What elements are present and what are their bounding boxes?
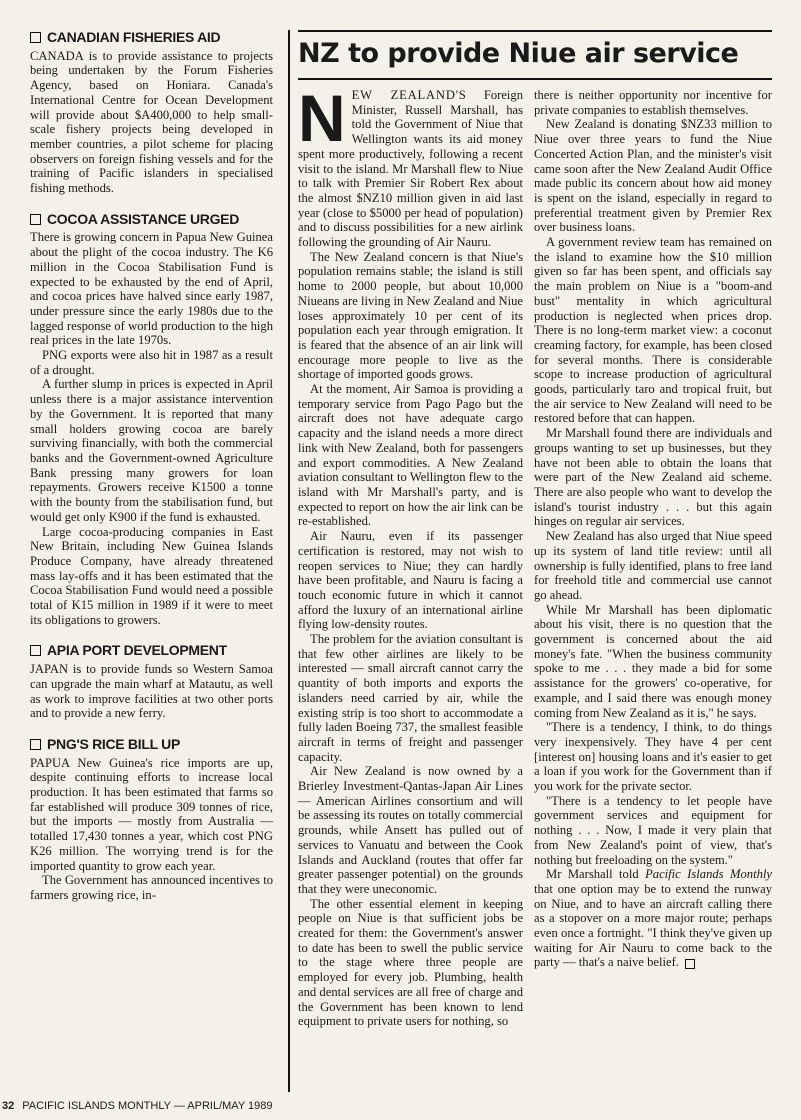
brief-heading: PNG'S RICE BILL UP: [47, 735, 181, 752]
checkbox-icon: [30, 214, 41, 225]
checkbox-icon: [30, 32, 41, 43]
article-paragraph: "There is a tendency, I think, to do things very inexpensively. They have 4 per cent [interest on] housing loans and it's easier to get a loan if you work for the Government than if you work for the private sector.: [534, 720, 772, 794]
article-paragraph: Air Nauru, even if its passenger certification is restored, may not wish to reopen services to Niue; they can hardly have been profitable, and Nauru is facing a touch economic future in which it cannot afford the luxury of an international airline flying low-density routes.: [298, 529, 523, 632]
checkbox-icon: [30, 739, 41, 750]
article-headline: NZ to provide Niue air service: [298, 38, 739, 69]
news-briefs-column: [30, 30, 273, 919]
article-paragraph: "There is a tendency to let people have government services and equipment for nothing . . . Now, I made it very plain that from New Zealand's point of view, that's nothing but freeloading on the system.": [534, 793, 772, 867]
column-divider: [288, 30, 290, 1092]
brief-png-rice: [30, 737, 273, 903]
brief-canadian-fisheries: [30, 30, 273, 196]
brief-paragraph: A further slump in prices is expected in April unless there is a major assistance intervention by the Government. It is reported that many small holders growing cocoa are barely surviving financially, with both the commercial banks and the Government-owned Agriculture Bank pressing many growers for loan repayments. Growers receive K1500 a tonne with the bounty from the stabilisation fund, but would get only K900 if the fund is exhausted.: [30, 377, 273, 524]
brief-paragraph: There is growing concern in Papua New Guinea about the plight of the cocoa industry. The K6 million in the Cocoa Stabilisation Fund is expected to be exhausted by the end of April, and cocoa prices have halved since early 1987, under pressure since the early 1980s due to the lagged response of world production to the high real prices in the late 1970s.: [30, 230, 273, 348]
brief-paragraph: PAPUA New Guinea's rice imports are up, despite continuing efforts to increase local production. It has been estimated that farms so far established will produce 309 tonnes of rice, but the imports — mostly from Australia — totalled 17,430 tonnes a year, which cost PNG K26 million. The worrying trend is for the imported quantity to grow each year.: [30, 755, 273, 873]
article-column-1: [298, 81, 523, 1029]
drop-cap: N: [298, 81, 346, 155]
end-mark-icon: [685, 959, 695, 969]
article-final-paragraph: Mr Marshall told Pacific Islands Monthly that one option may be to extend the runway on Niue, and to have an aircraft calling there as a stopover on a more major route; perhaps even once a fortnight. "I think they've given up waiting for Air Nauru to come back to the party — that's a naive belief.: [534, 867, 772, 970]
brief-paragraph: The Government has announced incentives to farmers growing rice, in-: [30, 873, 273, 902]
page-number: 32: [2, 1100, 15, 1112]
brief-paragraph: CANADA is to provide assistance to projects being undertaken by the Forum Fisheries Agency, based on Honiara. Canada's International Centre for Ocean Development will provide about $A400,000 to help small-scale fishery projects being developed in member countries, a pilot scheme for placing observers on foreign fishing vessels and for the training of Pacific islanders in specialised fishing methods.: [30, 48, 273, 196]
brief-heading: COCOA ASSISTANCE URGED: [47, 210, 240, 227]
brief-heading: CANADIAN FISHERIES AID: [47, 29, 221, 45]
article-paragraph: The problem for the aviation consultant is that few other airlines are likely to be interested — small aircraft cannot carry the quantity of both imports and exports the islanders need carried by air, while the existing strip is too short to accommodate a fully laden Boeing 737, the smallest feasible aircraft in terms of freight and passenger capacity.: [298, 632, 523, 764]
brief-heading: APIA PORT DEVELOPMENT: [47, 642, 227, 659]
article-lead-paragraph: NEW ZEALAND'S Foreign Minister, Russell Marshall, has told the Government of Niue that Wellington wants its aid money spent more productively, following a recent visit to the island. Mr Marshall flew to Niue to talk with Premier Sir Robert Rex about the almost $NZ10 million given in aid last year (close to $5000 per head of population) and to discuss possibilities for a new airlink following the grounding of Air Nauru.: [298, 81, 523, 250]
brief-paragraph: Large cocoa-producing companies in East New Britain, including New Guinea Islands Produce Company, have already threatened mass lay-offs and it has been estimated that the Cocoa Stabilisation Fund would need a possible total of K15 million in 1989 if it were to meet its obligations to growers.: [30, 524, 273, 627]
headline-top-rule: [298, 30, 772, 32]
headline-bottom-rule: [298, 78, 772, 80]
brief-paragraph: PNG exports were also hit in 1987 as a result of a drought.: [30, 348, 273, 377]
article-paragraph: A government review team has remained on the island to examine how the $10 million given so far has been spent, and officials say the main problem on Niue is a "boom-and bust" mentality in which agricultural production is neglected when prices drop. There is no long-term market view: a coconut creaming factory, for example, has been closed for several months. There is considerable scope to increase production of agricultural goods, particularly taro and tropical fruit, but the air service to New Zealand will need to be restored before that can happen.: [534, 235, 772, 426]
article-column-2: [534, 88, 772, 970]
article-paragraph: there is neither opportunity nor incentive for private companies to establish themselves.: [534, 88, 772, 117]
brief-apia-port: [30, 643, 273, 721]
page-footer: [2, 1100, 272, 1112]
brief-paragraph: JAPAN is to provide funds so Western Samoa can upgrade the main wharf at Matautu, as well as work to improve facilities at two other ports and to provide a new ferry.: [30, 662, 273, 721]
article-paragraph: New Zealand is donating $NZ33 million to Niue over three years to fund the Niue Concerted Action Plan, and the minister's visit came soon after the New Zealand Audit Office made public its concern about how aid money is spent on the island, especially in regard to preferential treatment given by Premier Rex over business loans.: [534, 117, 772, 235]
checkbox-icon: [30, 645, 41, 656]
article-paragraph: Mr Marshall found there are individuals and groups wanting to set up businesses, but they have not been able to obtain the loans that were part of the New Zealand aid scheme. There are also people who want to develop the island's tourist industry . . . but this again hinges on regular air services.: [534, 426, 772, 529]
brief-cocoa-assistance: [30, 212, 273, 628]
article-paragraph: At the moment, Air Samoa is providing a temporary service from Pago Pago but the aircraft does not have adequate cargo capacity and the island needs a more direct link with New Zealand, both for passengers and export commodities. A New Zealand aviation consultant to Wellington flew to the island with Mr Marshall's party, and is expected to report on how the air link can be re-established.: [298, 382, 523, 529]
article-paragraph: While Mr Marshall has been diplomatic about his visit, there is no question that the government is concerned about the aid money's fate. "When the business community spoke to me . . . they made a bid for some assistance for the growers' co-operative, for example, and I said there was enough money coming from New Zealand as it is," he says.: [534, 602, 772, 720]
article-paragraph: The New Zealand concern is that Niue's population remains stable; the island is still home to 2000 people, but about 10,000 Niueans are living in New Zealand and Niue loses approximately 10 per cent of its population each year through emigration. It is feared that the absence of an air link will encourage more people to live as the shortage of imported goods grows.: [298, 249, 523, 382]
article-paragraph: Air New Zealand is now owned by a Brierley Investment-Qantas-Japan Air Lines — American Airlines consortium and will be assessing its routes on totally commercial grounds, while Ansett has pulled out of services to Vanuatu and between the Cook Islands and Auckland (routes that offer far greater passenger potential) on the grounds that they were uneconomic.: [298, 764, 523, 896]
publication-line: PACIFIC ISLANDS MONTHLY — APRIL/MAY 1989: [22, 1100, 273, 1112]
article-paragraph: The other essential element in keeping people on Niue is that sufficient jobs be created for them: the Government's answer to date has been to swell the public service to the stage where three people are employed for every job. Plumbing, health and dental services are all free of charge and the Government has been known to lend equipment to private users for nothing, so: [298, 896, 523, 1029]
article-paragraph: New Zealand has also urged that Niue speed up its system of land title review: until all ownership is fully identified, plans to free land for freehold title and commercial use cannot go ahead.: [534, 529, 772, 602]
